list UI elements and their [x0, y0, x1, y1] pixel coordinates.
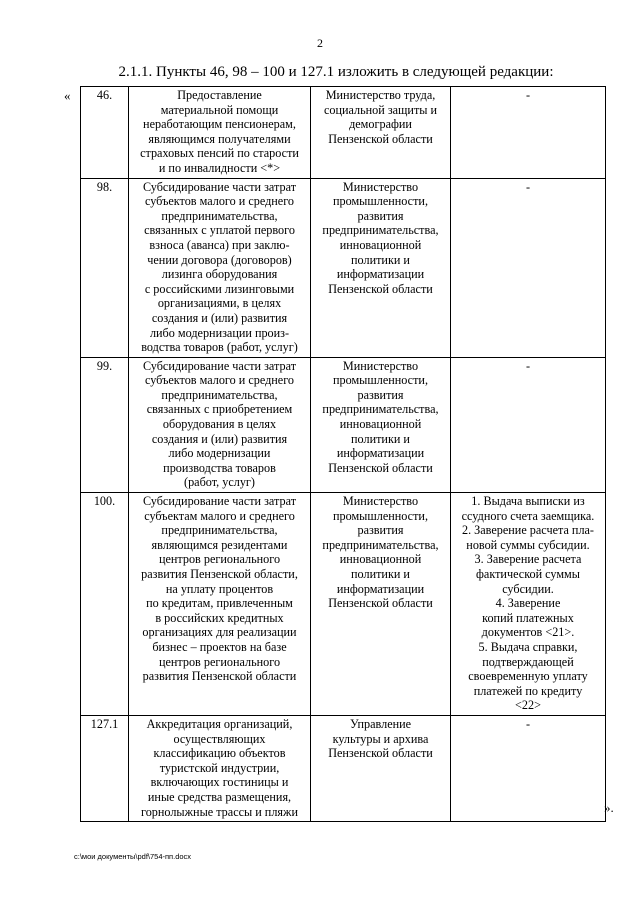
procedures-cell: [451, 357, 606, 492]
cell-text-line: развития Пензенской области: [142, 669, 297, 684]
authority-cell: [311, 178, 451, 357]
cell-text-line: связанных с уплатой первого: [144, 223, 295, 238]
cell-text-line: своевременную уплату: [468, 669, 588, 684]
cell-text-line: субъектам малого и среднего: [144, 508, 295, 523]
cell-text-line: Министерство: [342, 358, 419, 373]
cell-text-line: предпринимательства,: [161, 208, 278, 223]
cell-text-line: развития: [357, 208, 404, 223]
procedures-cell: [451, 716, 606, 822]
cell-text-line: производства товаров: [163, 460, 276, 475]
cell-text-line: политики и: [351, 252, 410, 267]
cell-text-line: осуществляющих: [173, 731, 266, 746]
service-name-cell: [129, 178, 311, 357]
cell-text-line: взноса (аванса) при заклю-: [149, 237, 290, 252]
item-number-cell: 46.: [81, 87, 129, 179]
authority-cell: [311, 87, 451, 179]
cell-text-line: либо модернизации: [168, 446, 271, 461]
cell-text-line: инновационной: [339, 552, 422, 567]
table-row: [81, 357, 606, 492]
cell-text-line: Пензенской области: [328, 131, 433, 146]
cell-text-line: предпринимательства,: [322, 402, 439, 417]
cell-text-line: ссудного счета заемщика.: [461, 508, 595, 523]
cell-text-line: промышленности,: [332, 508, 428, 523]
table-row: [81, 716, 606, 822]
cell-text-line: являющимся получателями: [148, 131, 291, 146]
service-name-cell: [129, 493, 311, 716]
cell-text-line: информатизации: [336, 267, 425, 282]
cell-text-line: иные средства размещения,: [147, 790, 292, 804]
service-name-cell: [129, 716, 311, 822]
service-name-cell: [129, 357, 311, 492]
cell-text-line: Пензенской области: [328, 281, 433, 296]
cell-text-line: платежей по кредиту: [473, 683, 583, 698]
authority-cell: [311, 493, 451, 716]
cell-text-line: документов <21>.: [481, 625, 575, 640]
cell-text-line: культуры и архива: [332, 731, 429, 746]
cell-text-line: социальной защиты и: [323, 102, 438, 117]
cell-text-line: промышленности,: [332, 194, 428, 209]
cell-text-line: чении договора (договоров): [147, 252, 292, 267]
cell-text-line: создания и (или) развития: [151, 431, 288, 446]
cell-text-line: неработающим пенсионерам,: [143, 117, 296, 132]
item-number-cell: 99.: [81, 357, 129, 492]
item-number-cell: 100.: [81, 493, 129, 716]
cell-text-line: -: [525, 717, 531, 732]
cell-text-line: Предоставление: [177, 88, 262, 102]
table-row: [81, 178, 606, 357]
cell-text-line: являющимся резидентами: [151, 537, 288, 552]
service-name-cell: [129, 87, 311, 179]
cell-text-line: центров регионального: [158, 552, 281, 567]
cell-text-line: и по инвалидности <*>: [158, 160, 281, 175]
cell-text-line: бизнес – проектов на базе: [152, 639, 287, 654]
cell-text-line: информатизации: [336, 581, 425, 596]
procedures-cell: [451, 493, 606, 716]
table-row: [81, 87, 606, 179]
cell-text-line: развития Пензенской области,: [141, 567, 298, 581]
authority-cell: [311, 716, 451, 822]
cell-text-line: (работ, услуг): [184, 475, 255, 490]
cell-text-line: субъектов малого и среднего: [144, 373, 294, 388]
cell-text-line: Субсидирование части затрат: [142, 179, 297, 194]
cell-text-line: Пензенской области: [328, 460, 433, 475]
page-number: 2: [317, 36, 323, 50]
services-table: [80, 86, 606, 822]
cell-text-line: демографии: [349, 117, 412, 132]
cell-text-line: субсидии.: [502, 581, 554, 596]
closing-quote-mark: ».: [604, 800, 614, 815]
cell-text-line: либо модернизации произ-: [149, 325, 290, 340]
cell-text-line: в российских кредитных: [155, 610, 284, 625]
cell-text-line: создания и (или) развития: [151, 310, 288, 325]
cell-text-line: на уплату процентов: [165, 581, 274, 596]
amendment-heading: 2.1.1. Пункты 46, 98 – 100 и 127.1 изложить в следующей редакции:: [118, 64, 554, 80]
cell-text-line: Министерство: [342, 494, 419, 509]
cell-text-line: предпринимательства,: [322, 537, 439, 552]
cell-text-line: оборудования в целях: [162, 417, 277, 432]
cell-text-line: фактической суммы: [476, 567, 580, 581]
cell-text-line: водства товаров (работ, услуг): [141, 340, 298, 355]
cell-text-line: инновационной: [339, 237, 422, 252]
cell-text-line: по кредитам, привлеченным: [146, 596, 293, 611]
cell-text-line: туристской индустрии,: [159, 760, 280, 775]
procedures-cell: [451, 87, 606, 179]
cell-text-line: Министерство труда,: [325, 88, 436, 102]
cell-text-line: развития: [357, 387, 404, 402]
cell-text-line: организациями, в целях: [157, 296, 282, 311]
cell-text-line: Субсидирование части затрат: [142, 358, 297, 373]
cell-text-line: Управление: [349, 717, 412, 732]
cell-text-line: развития: [357, 523, 404, 538]
cell-text-line: субъектов малого и среднего: [144, 194, 294, 209]
cell-text-line: Министерство: [342, 179, 419, 194]
cell-text-line: подтверждающей: [482, 654, 574, 669]
table-row: [81, 493, 606, 716]
cell-text-line: политики и: [351, 431, 410, 446]
cell-text-line: политики и: [351, 567, 410, 581]
cell-text-line: Аккредитация организаций,: [146, 717, 293, 732]
cell-text-line: инновационной: [339, 417, 422, 432]
cell-text-line: 3. Заверение расчета: [474, 552, 582, 567]
cell-text-line: центров регионального: [158, 654, 281, 669]
cell-text-line: -: [525, 179, 531, 194]
cell-text-line: организациях для реализации: [142, 625, 297, 640]
cell-text-line: Пензенской области: [328, 596, 433, 611]
cell-text-line: страховых пенсий по старости: [140, 146, 299, 161]
cell-text-line: с российскими лизинговыми: [144, 281, 295, 296]
cell-text-line: -: [525, 358, 531, 373]
cell-text-line: лизинга оборудования: [161, 267, 278, 282]
cell-text-line: связанных с приобретением: [146, 402, 293, 417]
cell-text-line: Субсидирование части затрат: [142, 494, 297, 509]
cell-text-line: 1. Выдача выписки из: [471, 494, 585, 509]
cell-text-line: включающих гостиницы и: [150, 775, 289, 790]
services-table-body: [81, 87, 606, 822]
authority-cell: [311, 357, 451, 492]
cell-text-line: <22>: [515, 698, 541, 713]
opening-quote-mark: «: [64, 88, 71, 103]
cell-text-line: материальной помощи: [160, 102, 279, 117]
file-path-footer: c:\мои документы\pdf\754-пп.docx: [74, 852, 192, 861]
cell-text-line: -: [525, 88, 531, 102]
cell-text-line: промышленности,: [332, 373, 428, 388]
cell-text-line: предпринимательства,: [161, 523, 278, 538]
procedures-cell: [451, 178, 606, 357]
cell-text-line: информатизации: [336, 446, 425, 461]
cell-text-line: предпринимательства,: [322, 223, 439, 238]
cell-text-line: новой суммы субсидии.: [466, 537, 590, 552]
item-number-cell: 127.1: [81, 716, 129, 822]
cell-text-line: горнолыжные трассы и пляжи: [141, 804, 298, 819]
cell-text-line: копий платежных: [482, 610, 574, 625]
cell-text-line: 5. Выдача справки,: [478, 639, 578, 654]
item-number-cell: 98.: [81, 178, 129, 357]
cell-text-line: Пензенской области: [328, 746, 433, 761]
cell-text-line: предпринимательства,: [161, 387, 278, 402]
cell-text-line: 4. Заверение: [495, 596, 561, 611]
cell-text-line: классификацию объектов: [153, 746, 286, 761]
cell-text-line: 2. Заверение расчета пла-: [461, 523, 594, 538]
